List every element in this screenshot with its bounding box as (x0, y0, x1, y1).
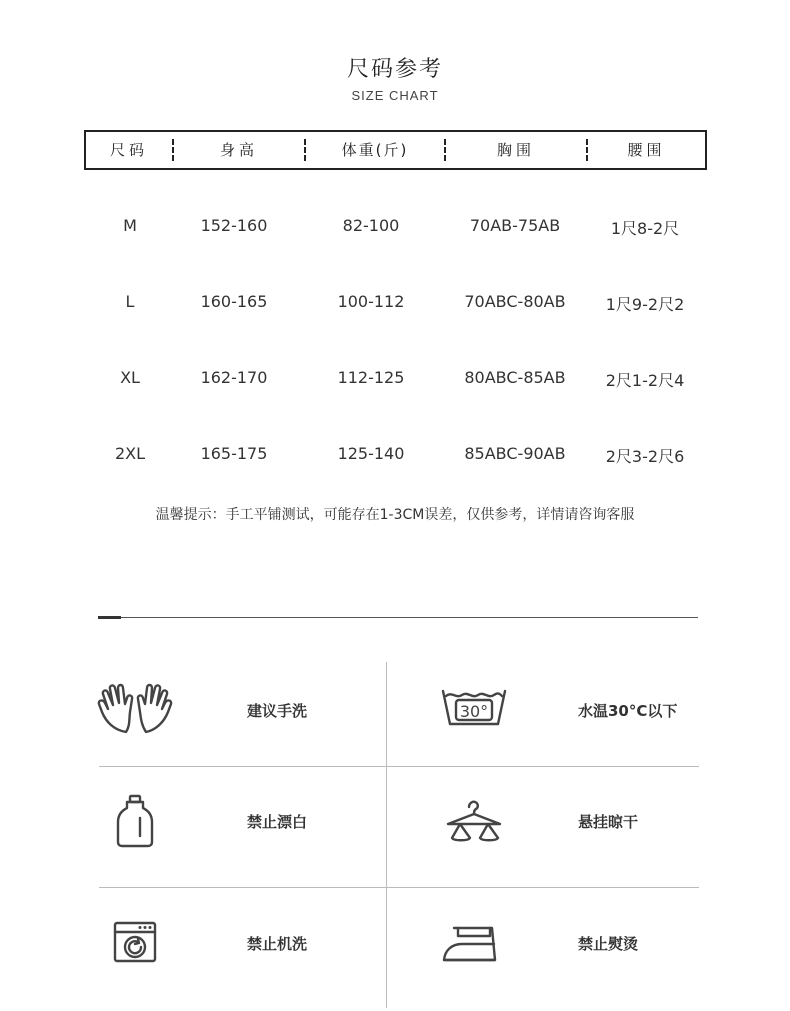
care-grid-horizontal-line (99, 766, 699, 767)
table-row (0, 216, 790, 246)
care-label-no-machine-wash: 禁止机洗 (247, 935, 308, 953)
section-divider-accent (98, 616, 121, 619)
header-weight: 体重(斤) (341, 141, 409, 159)
header-bust: 胸围 (496, 141, 535, 159)
cell-weight: 125-140 (337, 444, 405, 463)
page-title: 尺码参考 (346, 57, 443, 82)
cell-weight: 82-100 (342, 216, 400, 235)
cell-weight: 112-125 (337, 368, 405, 387)
cell-waist: 1尺8-2尺 (610, 219, 680, 238)
water-temperature-value: 30° (459, 702, 489, 721)
cell-size: L (125, 292, 135, 311)
hand-wash-icon (96, 682, 176, 736)
section-divider (98, 617, 698, 618)
cell-waist: 2尺3-2尺6 (605, 447, 685, 466)
care-label-hang-dry: 悬挂晾干 (578, 813, 639, 831)
care-label-no-bleach: 禁止漂白 (247, 813, 308, 831)
care-label-water-temperature: 水温30°C以下 (578, 702, 678, 720)
care-label-hand-wash: 建议手洗 (247, 702, 308, 720)
cell-weight: 100-112 (337, 292, 405, 311)
bleach-bottle-icon (116, 794, 154, 848)
page-subtitle: SIZE CHART (351, 88, 439, 103)
table-row (0, 292, 790, 322)
table-row (0, 368, 790, 398)
cell-height: 162-170 (200, 368, 268, 387)
cell-size: 2XL (114, 444, 146, 463)
care-grid-vertical-line (386, 662, 387, 1008)
cell-bust: 70ABC-80AB (464, 292, 566, 311)
header-waist: 腰围 (627, 141, 666, 159)
measurement-note: 温馨提示：手工平铺测试，可能存在1-3CM误差，仅供参考，详情请咨询客服 (155, 507, 635, 523)
header-size: 尺码 (109, 141, 148, 159)
cell-bust: 70AB-75AB (469, 216, 561, 235)
washing-machine-icon (112, 920, 158, 964)
cell-height: 160-165 (200, 292, 268, 311)
care-grid-horizontal-line (99, 887, 699, 888)
care-label-no-ironing: 禁止熨烫 (578, 935, 639, 953)
cell-waist: 2尺1-2尺4 (605, 371, 685, 390)
cell-bust: 80ABC-85AB (464, 368, 566, 387)
water-temperature-icon (440, 688, 508, 728)
size-table-header (84, 130, 707, 170)
cell-size: XL (120, 368, 140, 387)
cell-bust: 85ABC-90AB (464, 444, 566, 463)
cell-size: M (123, 216, 137, 235)
iron-icon (440, 924, 500, 964)
cell-height: 165-175 (200, 444, 268, 463)
cell-waist: 1尺9-2尺2 (605, 295, 685, 314)
table-row (0, 444, 790, 474)
cell-height: 152-160 (200, 216, 268, 235)
hanger-icon (444, 800, 504, 844)
header-height: 身高 (219, 141, 258, 159)
